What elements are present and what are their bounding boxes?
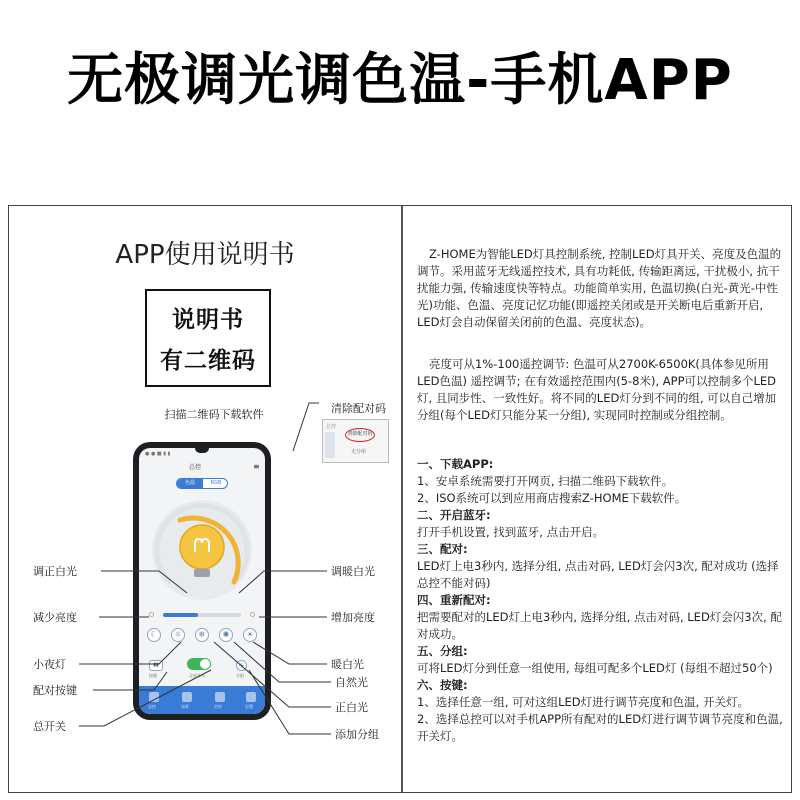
tab-color-temp[interactable]: 色温 <box>177 479 203 488</box>
section-heading: 三、配对: <box>417 542 468 556</box>
qr-box-line-2: 有二维码 <box>160 348 256 374</box>
callout-warm-white: 调暖白光 <box>331 565 375 578</box>
sun-icon[interactable]: ☀ <box>243 628 257 642</box>
section-line: 1、选择任意一组, 可对这组LED灯进行调节亮度和色温, 开关灯。 <box>417 695 749 709</box>
section-line: LED灯上电3秒内, 选择分组, 点击对码, LED灯会闪3次, 配对成功 (选择总控不能对码) <box>417 559 779 590</box>
master-switch-label: 全部开关 <box>189 673 205 678</box>
scan-caption: 扫描二维码下载软件 <box>164 408 264 421</box>
section-heading: 六、按键: <box>417 678 468 692</box>
qr-box-line-1: 说明书 <box>172 307 244 333</box>
moon-icon[interactable]: ☾ <box>147 628 161 642</box>
column-divider <box>401 206 403 792</box>
instruction-sections <box>417 456 785 745</box>
menu-icon[interactable]: ≡ <box>253 462 260 471</box>
callout-positive-light: 正白光 <box>335 701 368 714</box>
section-line: 2、选择总控可以对手机APP所有配对的LED灯进行调节调节亮度和色温, 开关灯。 <box>417 712 783 743</box>
section-line: 把需要配对的LED灯上电3秒内, 选择分组, 点击对码, LED灯会闪3次, 配对成功。 <box>417 610 782 641</box>
callout-night-light: 小夜灯 <box>33 658 66 671</box>
leader-natural-light <box>234 642 331 682</box>
section-heading: 二、开启蓝牙: <box>417 508 491 522</box>
section-heading: 四、重新配对: <box>417 593 491 607</box>
nav-label-settings: 设置 <box>245 704 253 709</box>
manual-frame <box>8 205 792 793</box>
clear-thumb-text: 无分组 <box>351 449 367 455</box>
section-heading: 五、分组: <box>417 644 468 658</box>
clear-pairing-label: 清除配对码 <box>331 402 386 415</box>
natural-light-icon[interactable]: ✺ <box>219 628 233 642</box>
manual-title: APP使用说明书 <box>115 240 295 270</box>
callout-warm-light: 暖白光 <box>331 658 364 671</box>
nav-label-control: 总控 <box>148 704 156 709</box>
leader-master-switch <box>79 670 211 726</box>
warm-light-icon[interactable]: ☼ <box>171 628 185 642</box>
leader-pair-key <box>93 672 167 690</box>
tab-rgb[interactable]: RGB <box>210 480 222 486</box>
leader-warm-light <box>253 642 327 664</box>
pair-key-button[interactable]: ▮▮ <box>149 660 163 671</box>
clear-thumb-title: 总控 <box>326 424 337 430</box>
snowflake-icon[interactable]: ❄ <box>195 628 209 642</box>
section-line: 打开手机设置, 找到蓝牙, 点击开启。 <box>417 525 605 539</box>
section-line: 可将LED灯分到任意一组使用, 每组可配多个LED灯 (每组不超过50个) <box>417 661 773 675</box>
section-line: 2、ISO系统可以到应用商店搜索Z-HOME下载软件。 <box>417 491 687 505</box>
leader-positive-light <box>214 642 331 707</box>
group-label: 分组 <box>236 673 244 678</box>
callout-brightness-down: 减少亮度 <box>33 611 77 624</box>
section-line: 1、安卓系统需要打开网页, 扫描二维码下载软件。 <box>417 474 674 488</box>
pair-key-label: 按键 <box>149 673 157 678</box>
leader-warm-white <box>239 571 327 593</box>
add-group-icon[interactable]: + <box>236 660 247 671</box>
callout-natural-light: 自然光 <box>335 676 368 689</box>
nav-label-timer: 定时 <box>214 704 222 709</box>
section-heading: 一、下载APP: <box>417 457 494 471</box>
leader-add-group <box>249 670 331 734</box>
callout-cool-white: 调正白光 <box>33 565 77 578</box>
range-paragraph: 亮度可从1%-100遥控调节: 色温可从2700K-6500K(具体参见所用LED色温) 遥控调节; 在有效遥控范围内(5-8米), APP可以控制多个LED灯, 且同步性、一致性好。将不同的LED灯分到不同的组, 可以自己增加分组(每个LED灯只能分某一分组), 实现同时控制或分组控制。 <box>417 357 777 422</box>
callout-pair-key: 配对按键 <box>33 684 77 697</box>
status-bar: ● ● ■ ▮ ▮ <box>145 451 171 457</box>
intro-paragraph: Z-HOME为智能LED灯具控制系统, 控制LED灯具开关、亮度及色温的调节。采用蓝牙无线遥控技术, 具有功耗低, 传输距离远, 干扰极小, 抗干扰能力强, 传输速度快等特点。功能简单实用, 色温切换(白光-黄光-中性光)功能、色温、亮度记忆功能(即遥控关闭或是开关断电后重新开启, LED灯会自动保留关闭前的色温、亮度状态)。 <box>417 247 782 329</box>
clear-pairing-button[interactable]: 清除配对码 <box>345 428 375 442</box>
leader-night-light <box>79 642 181 664</box>
nav-label-scene: 场景 <box>181 704 189 709</box>
leader-cool-white <box>101 571 187 593</box>
page-title: 无极调光调色温-手机APP <box>67 48 733 113</box>
callout-brightness-up: 增加亮度 <box>331 611 375 624</box>
callout-add-group: 添加分组 <box>335 728 379 741</box>
callout-master-switch: 总开关 <box>33 720 66 733</box>
app-title: 总控 <box>189 464 202 471</box>
leader-clear-pairing <box>293 403 319 451</box>
